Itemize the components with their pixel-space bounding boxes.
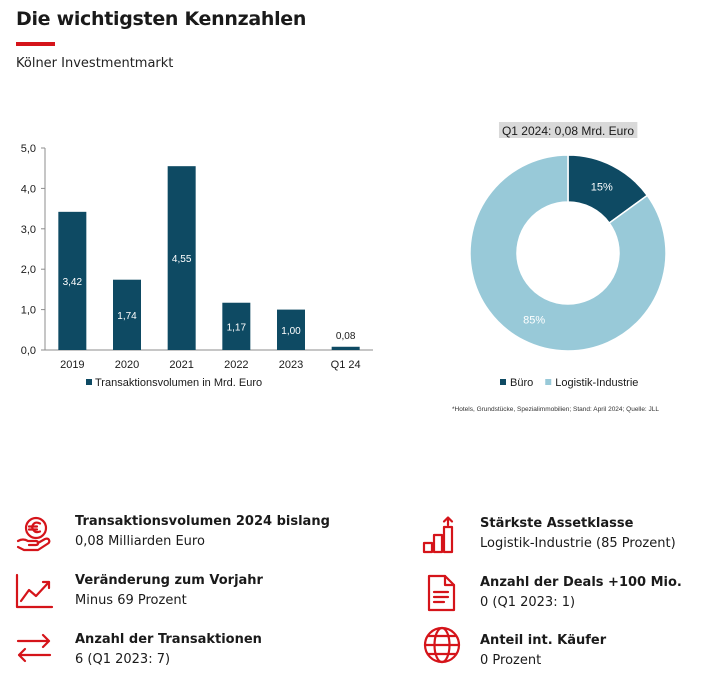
legend-label: Logistik-Industrie: [555, 377, 639, 389]
y-tick-label: 2,0: [20, 264, 36, 277]
globe-icon: [422, 625, 462, 665]
data-label: 4,55: [171, 254, 192, 266]
page-title: Die wichtigsten Kennzahlen: [16, 8, 307, 30]
x-tick-label: 2019: [60, 359, 85, 371]
legend-label: Büro: [510, 377, 534, 389]
x-tick-label: 2020: [114, 359, 140, 371]
exchange-arrows-icon: [14, 628, 54, 668]
legend-swatch: [545, 379, 551, 385]
y-tick-label: 5,0: [20, 143, 36, 155]
x-tick-label: Q1 24: [330, 359, 361, 371]
kpi-value: 0 (Q1 2023: 1): [480, 595, 576, 610]
kpi-value: Minus 69 Prozent: [75, 593, 187, 608]
legend-label: Transaktionsvolumen in Mrd. Euro: [95, 377, 263, 389]
kpi-label: Anzahl der Transaktionen: [75, 632, 262, 647]
page-subtitle: Kölner Investmentmarkt: [16, 56, 174, 71]
data-label: 1,00: [281, 325, 301, 337]
data-label: 3,42: [62, 276, 83, 288]
kpi-label: Transaktionsvolumen 2024 bislang: [75, 514, 330, 529]
y-tick-label: 4,0: [20, 183, 36, 196]
x-tick-label: 2021: [169, 359, 194, 371]
kpi-value: Logistik-Industrie (85 Prozent): [480, 536, 676, 551]
document-icon: [422, 573, 462, 613]
data-label: 0,08: [335, 330, 356, 342]
kpi-label: Anteil int. Käufer: [480, 633, 607, 648]
x-tick-label: 2022: [224, 359, 249, 371]
kpi-label: Veränderung zum Vorjahr: [75, 573, 263, 588]
euro-hand-icon: [14, 514, 54, 554]
donut-title: Q1 2024: 0,08 Mrd. Euro: [501, 124, 635, 138]
kpi-label: Stärkste Assetklasse: [480, 516, 634, 531]
kpi-value: 6 (Q1 2023: 7): [75, 652, 171, 667]
y-tick-label: 3,0: [20, 223, 36, 236]
slice-label: 15%: [590, 181, 613, 194]
x-tick-label: 2023: [278, 359, 304, 371]
slice-label: 85%: [523, 314, 546, 327]
kpi-value: 0,08 Milliarden Euro: [75, 534, 205, 549]
y-tick-label: 1,0: [20, 304, 36, 317]
y-tick-label: 0,0: [20, 345, 36, 357]
bar-growth-icon: [420, 516, 460, 556]
kpi-label: Anzahl der Deals +100 Mio.: [480, 575, 682, 590]
data-label: 1,74: [117, 310, 137, 322]
footnote: *Hotels, Grundstücke, Spezialimmobilien; Stand: April 2024; Quelle: JLL: [452, 406, 660, 413]
trend-chart-icon: [14, 571, 54, 611]
data-label: 1,17: [226, 322, 247, 334]
kpi-value: 0 Prozent: [480, 653, 542, 668]
legend-swatch: [500, 379, 506, 385]
